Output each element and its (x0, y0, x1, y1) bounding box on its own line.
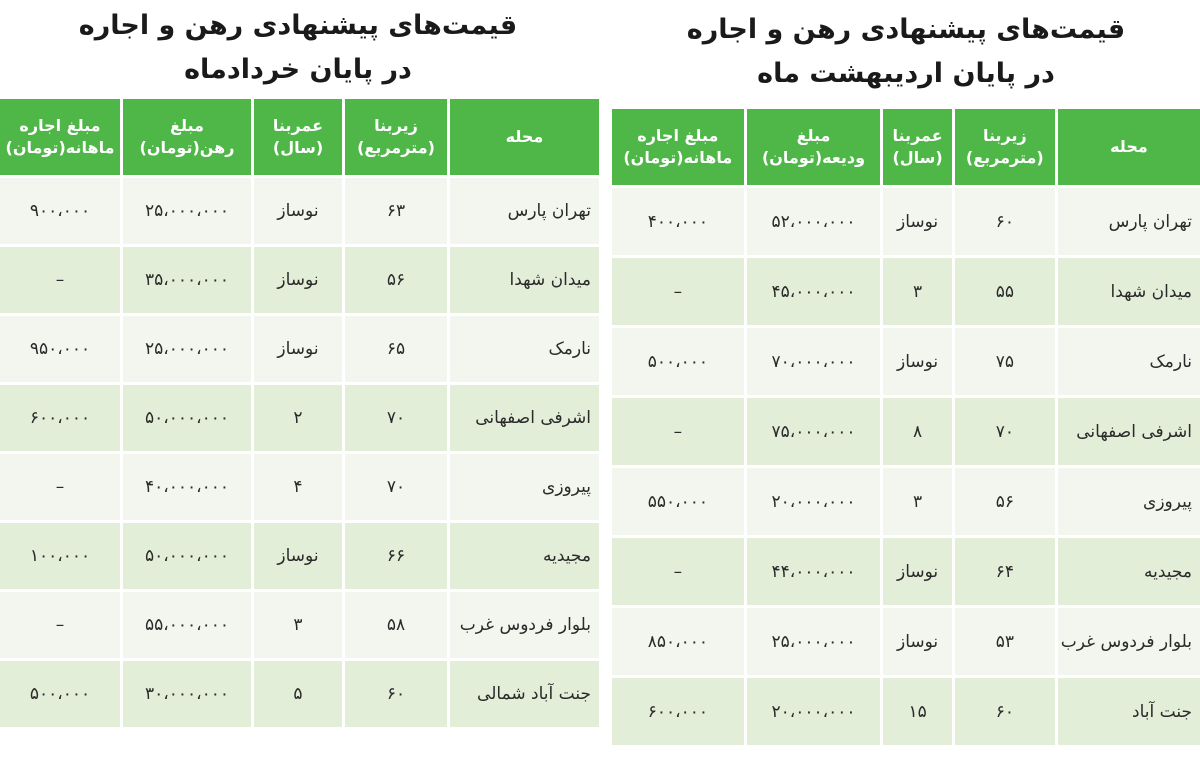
table-cell: ۵۲،۰۰۰،۰۰۰ (747, 188, 881, 255)
ordibehesht-price-table (609, 106, 1200, 748)
neighborhood-cell: نارمک (450, 316, 599, 382)
table-row (0, 178, 599, 244)
table-cell: نوساز (254, 247, 342, 313)
neighborhood-cell: مجیدیه (450, 523, 599, 589)
table-row (612, 608, 1200, 675)
column-header: زیربنا (مترمربع) (955, 109, 1055, 185)
table-cell: ۳۵،۰۰۰،۰۰۰ (123, 247, 251, 313)
table-cell: ۸ (883, 398, 951, 465)
table-cell: ۵۰۰،۰۰۰ (0, 661, 120, 727)
table-row (612, 678, 1200, 745)
table-cell: ۵۰،۰۰۰،۰۰۰ (123, 523, 251, 589)
table-cell: ۷۰،۰۰۰،۰۰۰ (747, 328, 881, 395)
table-row (612, 258, 1200, 325)
table-header-row (0, 99, 599, 175)
table-cell: نوساز (254, 316, 342, 382)
table-cell: ۹۵۰،۰۰۰ (0, 316, 120, 382)
table-row (612, 468, 1200, 535)
khordad-title (0, 4, 596, 92)
table-cell: ۳ (883, 258, 951, 325)
table-row (0, 316, 599, 382)
table-cell: – (612, 538, 744, 605)
table-cell: ۲۵،۰۰۰،۰۰۰ (123, 316, 251, 382)
ordibehesht-title-line2: در پایان اردیبهشت ماه (757, 58, 1055, 89)
neighborhood-cell: پیروزی (1058, 468, 1200, 535)
column-header: مبلغ اجاره ماهانه(تومان) (612, 109, 744, 185)
khordad-title-line2: در پایان خردادماه (184, 54, 412, 85)
table-cell: ۷۰ (955, 398, 1055, 465)
column-header: محله (1058, 109, 1200, 185)
table-cell: ۳ (254, 592, 342, 658)
ordibehesht-title (612, 8, 1200, 96)
table-cell: ۷۵ (955, 328, 1055, 395)
neighborhood-cell: اشرفی اصفهانی (450, 385, 599, 451)
table-cell: – (0, 247, 120, 313)
khordad-panel (0, 0, 596, 704)
table-cell: ۶۰ (955, 188, 1055, 255)
column-header: محله (450, 99, 599, 175)
table-cell: ۴۵،۰۰۰،۰۰۰ (747, 258, 881, 325)
table-cell: ۵۸ (345, 592, 447, 658)
table-cell: ۴ (254, 454, 342, 520)
table-row (0, 592, 599, 658)
table-row (0, 661, 599, 727)
neighborhood-cell: مجیدیه (1058, 538, 1200, 605)
table-cell: ۶۰ (955, 678, 1055, 745)
table-cell: نوساز (254, 523, 342, 589)
table-cell: ۶۰ (345, 661, 447, 727)
table-cell: ۵۵،۰۰۰،۰۰۰ (123, 592, 251, 658)
table-header-row (612, 109, 1200, 185)
table-cell: ۸۵۰،۰۰۰ (612, 608, 744, 675)
table-cell: ۷۰ (345, 385, 447, 451)
neighborhood-cell: جنت آباد شمالی (450, 661, 599, 727)
table-cell: ۲۰،۰۰۰،۰۰۰ (747, 678, 881, 745)
table-cell: ۴۴،۰۰۰،۰۰۰ (747, 538, 881, 605)
table-cell: ۲۵،۰۰۰،۰۰۰ (747, 608, 881, 675)
column-header: زیربنا (مترمربع) (345, 99, 447, 175)
table-cell: – (612, 398, 744, 465)
table-row (612, 188, 1200, 255)
table-cell: نوساز (883, 538, 951, 605)
table-cell: ۶۶ (345, 523, 447, 589)
table-cell: ۵۰،۰۰۰،۰۰۰ (123, 385, 251, 451)
table-cell: ۳ (883, 468, 951, 535)
table-cell: ۵۰۰،۰۰۰ (612, 328, 744, 395)
neighborhood-cell: پیروزی (450, 454, 599, 520)
neighborhood-cell: میدان شهدا (1058, 258, 1200, 325)
table-cell: ۵۵۰،۰۰۰ (612, 468, 744, 535)
table-cell: ۱۵ (883, 678, 951, 745)
table-cell: ۷۵،۰۰۰،۰۰۰ (747, 398, 881, 465)
table-cell: ۵۶ (345, 247, 447, 313)
column-header: عمربنا (سال) (254, 99, 342, 175)
table-row (612, 328, 1200, 395)
table-row (0, 523, 599, 589)
table-cell: ۴۰،۰۰۰،۰۰۰ (123, 454, 251, 520)
table-cell: ۷۰ (345, 454, 447, 520)
table-cell: نوساز (254, 178, 342, 244)
table-cell: ۲۵،۰۰۰،۰۰۰ (123, 178, 251, 244)
table-cell: ۶۴ (955, 538, 1055, 605)
table-cell: ۵ (254, 661, 342, 727)
table-row (612, 538, 1200, 605)
neighborhood-cell: اشرفی اصفهانی (1058, 398, 1200, 465)
neighborhood-cell: تهران پارس (450, 178, 599, 244)
table-row (0, 454, 599, 520)
table-cell: ۶۳ (345, 178, 447, 244)
table-row (612, 398, 1200, 465)
neighborhood-cell: بلوار فردوس غرب (1058, 608, 1200, 675)
neighborhood-cell: میدان شهدا (450, 247, 599, 313)
table-cell: ۵۶ (955, 468, 1055, 535)
khordad-title-line1: قیمت‌های پیشنهادی رهن و اجاره (78, 10, 518, 41)
table-row (0, 385, 599, 451)
table-cell: ۶۰۰،۰۰۰ (0, 385, 120, 451)
table-cell: ۵۵ (955, 258, 1055, 325)
table-cell: ۲ (254, 385, 342, 451)
table-cell: ۶۵ (345, 316, 447, 382)
table-cell: نوساز (883, 188, 951, 255)
table-cell: ۱۰۰،۰۰۰ (0, 523, 120, 589)
khordad-price-table (0, 96, 602, 730)
table-cell: نوساز (883, 608, 951, 675)
table-cell: ۹۰۰،۰۰۰ (0, 178, 120, 244)
ordibehesht-title-line1: قیمت‌های پیشنهادی رهن و اجاره (686, 14, 1126, 45)
neighborhood-cell: نارمک (1058, 328, 1200, 395)
table-cell: ۲۰،۰۰۰،۰۰۰ (747, 468, 881, 535)
neighborhood-cell: بلوار فردوس غرب (450, 592, 599, 658)
table-cell: – (612, 258, 744, 325)
table-cell: ۶۰۰،۰۰۰ (612, 678, 744, 745)
column-header: مبلغ ودیعه(تومان) (747, 109, 881, 185)
column-header: مبلغ اجاره ماهانه(تومان) (0, 99, 120, 175)
column-header: عمربنا (سال) (883, 109, 951, 185)
column-header: مبلغ رهن(تومان) (123, 99, 251, 175)
table-cell: ۳۰،۰۰۰،۰۰۰ (123, 661, 251, 727)
table-cell: ۴۰۰،۰۰۰ (612, 188, 744, 255)
table-row (0, 247, 599, 313)
neighborhood-cell: تهران پارس (1058, 188, 1200, 255)
neighborhood-cell: جنت آباد (1058, 678, 1200, 745)
table-cell: – (0, 592, 120, 658)
ordibehesht-panel (612, 0, 1200, 722)
table-cell: نوساز (883, 328, 951, 395)
table-cell: ۵۳ (955, 608, 1055, 675)
table-cell: – (0, 454, 120, 520)
